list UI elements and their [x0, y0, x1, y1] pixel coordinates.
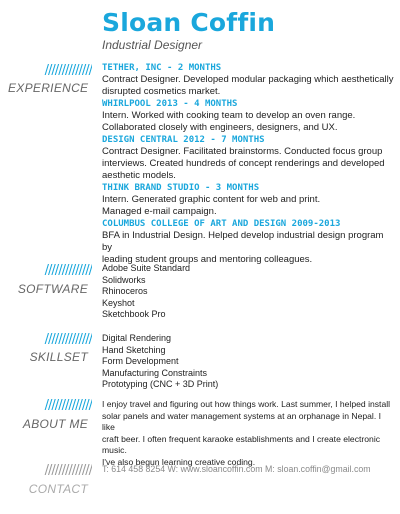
slash-divider-contact: //////////////: [44, 464, 92, 478]
section-label-experience: EXPERIENCE: [8, 81, 89, 95]
role-subtitle: Industrial Designer: [102, 38, 203, 52]
job-entry: [102, 135, 396, 182]
job-line: Contract Designer. Developed modular packaging which aesthetically: [102, 74, 394, 85]
software-item: Rhinoceros: [102, 286, 148, 296]
job-line: interviews. Created hundreds of concept renderings and developed: [102, 158, 385, 169]
job-line: disrupted cosmetics market.: [102, 86, 221, 97]
skill-item: Manufacturing Constraints: [102, 367, 208, 378]
software-list: [102, 263, 396, 321]
job-line: Intern. Generated graphic content for web and print.: [102, 194, 321, 205]
job-description: [102, 110, 396, 134]
job-entry: [102, 183, 396, 218]
slash-divider-software: //////////////: [44, 264, 92, 278]
job-title: DESIGN CENTRAL 2012 - 7 MONTHS: [102, 135, 265, 145]
section-label-contact: CONTACT: [28, 482, 88, 496]
job-entry: [102, 99, 396, 134]
software-item: Solidworks: [102, 274, 146, 285]
experience-list: [102, 63, 396, 267]
job-line: Intern. Worked with cooking team to develop an oven range.: [102, 110, 356, 121]
software-item: Adobe Suite Standard: [102, 263, 191, 273]
job-line: Contract Designer. Facilitated brainstorms. Conducted focus group: [102, 146, 383, 157]
skill-item: Form Development: [102, 356, 179, 366]
section-label-about: ABOUT ME: [22, 417, 88, 431]
job-title: TETHER, INC - 2 MONTHS: [102, 63, 222, 73]
job-title: WHIRLPOOL 2013 - 4 MONTHS: [102, 99, 238, 109]
about-paragraph: [102, 399, 396, 469]
about-line: solar panels and water management systems at an orphanage in Nepal. I like: [102, 410, 381, 433]
software-item: Keyshot: [102, 297, 135, 308]
about-line: I enjoy travel and figuring out how things work. Last summer, I helped install: [102, 399, 391, 409]
about-line: craft beer. I often frequent karaoke establishments and I create electronic music.: [102, 433, 381, 456]
section-label-skillset: SKILLSET: [29, 350, 88, 364]
contact-info: T: 614 458 8254 W: www.sloancoffin.com M: sloan.coffin@gmail.com: [102, 464, 371, 474]
job-description: [102, 146, 396, 182]
skill-item: Digital Rendering: [102, 333, 172, 343]
job-title: THINK BRAND STUDIO - 3 MONTHS: [102, 183, 260, 193]
job-entry: [102, 219, 396, 266]
slash-divider-skillset: //////////////: [44, 333, 92, 347]
job-line: aesthetic models.: [102, 170, 176, 181]
about-line: I've also begun learning creative coding.: [102, 456, 256, 467]
job-line: BFA in Industrial Design. Helped develop industrial design program by: [102, 230, 384, 253]
job-line: leading student groups and mentoring colleagues.: [102, 254, 313, 265]
job-description: [102, 194, 396, 218]
job-description: [102, 74, 396, 98]
software-item: Sketchbook Pro: [102, 309, 166, 319]
job-line: Collaborated closely with engineers, designers, and UX.: [102, 122, 338, 133]
job-entry: [102, 63, 396, 98]
job-title: COLUMBUS COLLEGE OF ART AND DESIGN 2009-2013: [102, 219, 341, 229]
slash-divider-experience: //////////////: [44, 64, 92, 78]
skill-item: Hand Sketching: [102, 344, 166, 355]
skillset-list: [102, 333, 396, 391]
skill-item: Prototyping (CNC + 3D Print): [102, 379, 219, 389]
name-heading: Sloan Coffin: [102, 8, 276, 37]
slash-divider-about: //////////////: [44, 399, 92, 413]
job-description: [102, 230, 396, 266]
section-label-software: SOFTWARE: [17, 282, 88, 296]
job-line: Managed e-mail campaign.: [102, 206, 217, 217]
